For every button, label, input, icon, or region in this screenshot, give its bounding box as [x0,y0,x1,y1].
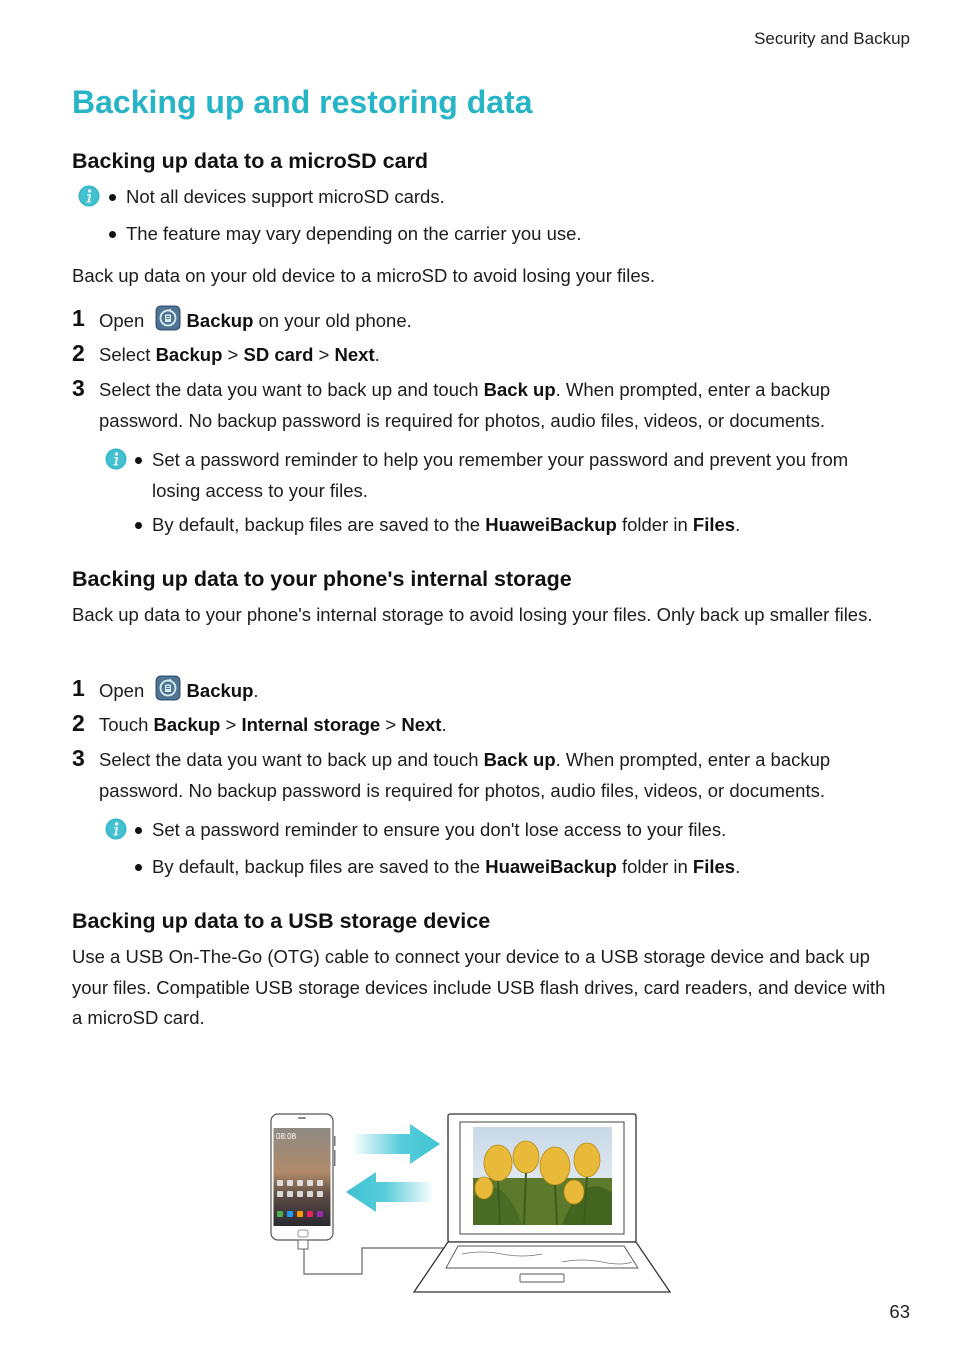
step-number: 1 [72,305,85,331]
tip-item: By default, backup files are saved to the HuaweiBackup folder in Files. [152,510,892,541]
bullet-dot [109,231,116,238]
backup-app-icon [155,305,181,331]
arrow-left-icon [346,1172,434,1212]
info-icon [78,185,100,207]
section-title-usb-storage: Backing up data to a USB storage device [72,909,491,933]
bullet-dot [135,827,142,834]
bullet-dot [135,457,142,464]
tip-item: Set a password reminder to help you remember your password and prevent you from losing access to your files. [152,445,892,506]
arrow-right-icon [352,1124,440,1164]
intro-paragraph: Back up data on your old device to a microSD to avoid losing your files. [72,265,656,286]
info-icon [105,818,127,840]
step-text: Select the data you want to back up and touch Back up. When prompted, enter a backup password. No backup password is required for photos, audio files, videos, or documents. [99,749,831,801]
step-number: 1 [72,675,85,701]
bullet-dot [109,194,116,201]
note-item: Not all devices support microSD cards. [126,182,445,213]
tip-item: By default, backup files are saved to the HuaweiBackup folder in Files. [152,852,892,883]
step-number: 3 [72,375,85,401]
step-text: Touch Backup > Internal storage > Next. [99,714,447,735]
running-header: Security and Backup [754,29,910,48]
phone-clock: 08:08 [276,1132,297,1141]
section-title-internal-storage: Backing up data to your phone's internal storage [72,567,572,591]
step-number: 2 [72,710,85,736]
intro-paragraph: Back up data to your phone's internal storage to avoid losing your files. Only back up smaller files. [72,604,873,625]
step-number: 3 [72,745,85,771]
otg-cable [301,1240,447,1274]
page-number: 63 [889,1301,910,1322]
info-icon [105,448,127,470]
laptop-illustration [414,1114,670,1292]
phone-illustration [271,1114,336,1240]
step-number: 2 [72,340,85,366]
backup-app-icon [155,675,181,701]
note-item: The feature may vary depending on the carrier you use. [126,219,582,250]
section-title-microsd: Backing up data to a microSD card [72,149,429,173]
intro-paragraph: Use a USB On-The-Go (OTG) cable to connect your device to a USB storage device and back up your files. Compatible USB storage devices include USB flash drives, card readers, and device with a microSD card. [72,946,886,1028]
tip-item: Set a password reminder to ensure you don't lose access to your files. [152,815,892,846]
bullet-dot [135,522,142,529]
usb-otg-illustration [262,1108,680,1300]
step-text: Select the data you want to back up and touch Back up. When prompted, enter a backup password. No backup password is required for photos, audio files, videos, or documents. [99,379,831,431]
bullet-dot [135,864,142,871]
step-text: Select Backup > SD card > Next. [99,344,380,365]
step-text: Open Backup. [99,675,889,707]
page-title: Backing up and restoring data [72,84,533,120]
step-text: Open Backup on your old phone. [99,305,889,337]
